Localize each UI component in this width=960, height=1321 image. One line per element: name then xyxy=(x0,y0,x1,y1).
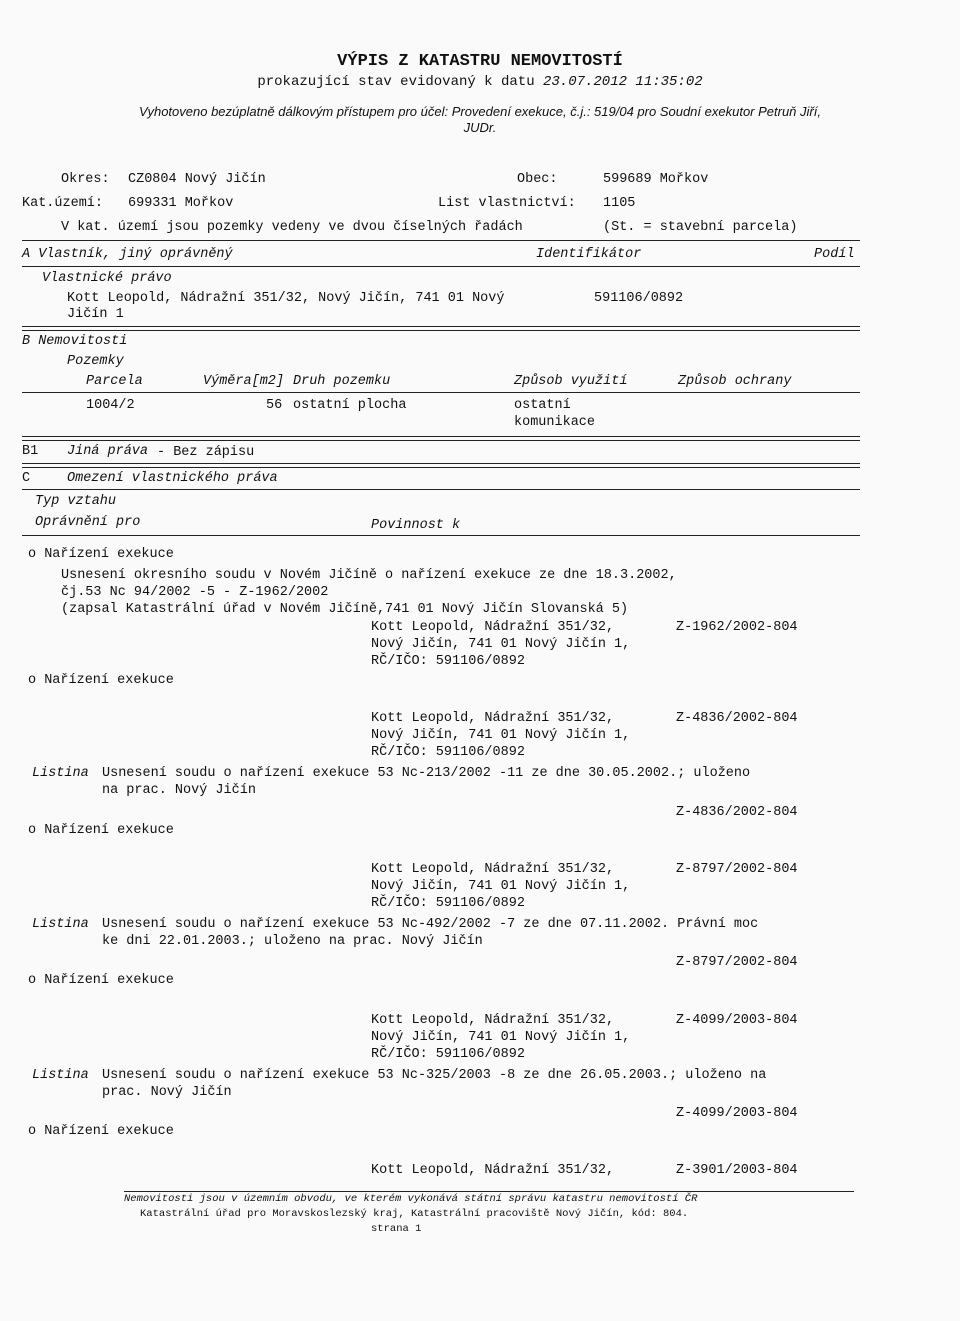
obec-value: 599689 Mořkov xyxy=(603,172,709,187)
entry-1-ref: Z-1962/2002-804 xyxy=(676,620,798,635)
divider xyxy=(22,240,860,241)
col-obligation: Povinnost k xyxy=(371,518,461,533)
section-b-subheading: Pozemky xyxy=(67,354,124,369)
entry-1-line1: Usnesení okresního soudu v Novém Jičíně o nařízení exekuce ze dne 18.3.2002, xyxy=(61,568,677,583)
divider xyxy=(22,392,860,393)
entry-3-party1: Kott Leopold, Nádražní 351/32, xyxy=(371,862,615,877)
subtitle-date: 23.07.2012 11:35:02 xyxy=(543,74,703,90)
entry-3-title: o Nařízení exekuce xyxy=(28,823,174,838)
entry-2-party1: Kott Leopold, Nádražní 351/32, xyxy=(371,711,615,726)
entry-3-ref: Z-8797/2002-804 xyxy=(676,862,798,877)
entry-1-party1: Kott Leopold, Nádražní 351/32, xyxy=(371,620,615,635)
entry-4-listina-line1: Usnesení soudu o nařízení exekuce 53 Nc-325/2003 -8 ze dne 26.05.2003.; uloženo na xyxy=(102,1068,767,1083)
entry-1-party3: RČ/IČO: 591106/0892 xyxy=(371,654,525,669)
col-identifier: Identifikátor xyxy=(536,247,642,262)
entry-2-listina-label: Listina xyxy=(32,766,89,781)
entry-4-party1: Kott Leopold, Nádražní 351/32, xyxy=(371,1013,615,1028)
entry-1-line2: čj.53 Nc 94/2002 -5 - Z-1962/2002 xyxy=(61,585,329,600)
entry-1-party2: Nový Jičín, 741 01 Nový Jičín 1, xyxy=(371,637,631,652)
owner-line2: Jičín 1 xyxy=(67,307,124,322)
parcel-number: 1004/2 xyxy=(86,398,135,413)
entry-2-party3: RČ/IČO: 591106/0892 xyxy=(371,745,525,760)
entry-3-listina-line1: Usnesení soudu o nařízení exekuce 53 Nc-492/2002 -7 ze dne 07.11.2002. Právní moc xyxy=(102,917,759,932)
col-area: Výměra[m2] xyxy=(203,374,285,389)
entry-4-title: o Nařízení exekuce xyxy=(28,973,174,988)
document-title: VÝPIS Z KATASTRU NEMOVITOSTÍ xyxy=(337,52,623,71)
entry-2-ref2: Z-4836/2002-804 xyxy=(676,805,798,820)
entry-5-ref: Z-3901/2003-804 xyxy=(676,1163,798,1178)
entry-4-party3: RČ/IČO: 591106/0892 xyxy=(371,1047,525,1062)
lv-label: List vlastnictví: xyxy=(438,196,576,211)
col-share: Podíl xyxy=(814,247,855,262)
katuzemi-label: Kat.území: xyxy=(22,196,104,211)
entry-2-listina-line1: Usnesení soudu o nařízení exekuce 53 Nc-213/2002 -11 ze dne 30.05.2002.; uloženo xyxy=(102,766,751,781)
lv-value: 1105 xyxy=(603,196,636,211)
owner-line1: Kott Leopold, Nádražní 351/32, Nový Jičín, 741 01 Nový xyxy=(67,291,505,306)
entry-2-party2: Nový Jičín, 741 01 Nový Jičín 1, xyxy=(371,728,631,743)
parcel-area: 56 xyxy=(266,398,283,413)
footer-line2: Katastrální úřad pro Moravskoslezský kraj, Katastrální pracoviště Nový Jičín, kód: 804. xyxy=(140,1208,689,1220)
subtitle-label: prokazující stav evidovaný k datu xyxy=(257,74,535,90)
entry-4-ref: Z-4099/2003-804 xyxy=(676,1013,798,1028)
divider xyxy=(22,489,860,490)
parcel-use-line1: ostatní xyxy=(514,398,571,413)
divider xyxy=(22,266,860,267)
entry-1-title: o Nařízení exekuce xyxy=(28,547,174,562)
col-entitled: Oprávnění pro xyxy=(35,515,141,530)
purpose-note-line1: Vyhotoveno bezúplatně dálkovým přístupem pro účel: Provedení exekuce, č.j.: 519/04 pro Soudní exekutor Petruň Jiří, xyxy=(139,104,821,119)
entry-4-listina-label: Listina xyxy=(32,1068,89,1083)
entry-3-listina-label: Listina xyxy=(32,917,89,932)
section-b1-code: B1 xyxy=(22,444,39,459)
okres-value: CZ0804 Nový Jičín xyxy=(128,172,266,187)
col-parcel: Parcela xyxy=(86,374,143,389)
footer-line1: Nemovitosti jsou v územním obvodu, ve kterém vykonává státní správu katastru nemovitostí ČR xyxy=(124,1193,698,1205)
purpose-note-line2: JUDr. xyxy=(463,120,497,135)
section-c-code: C xyxy=(22,471,31,486)
section-c-heading: Omezení vlastnického práva xyxy=(67,471,278,486)
col-use: Způsob využití xyxy=(514,374,628,389)
divider-double xyxy=(22,463,860,468)
col-relation-type: Typ vztahu xyxy=(35,494,117,509)
section-b1-value: - Bez zápisu xyxy=(157,445,255,460)
obec-label: Obec: xyxy=(517,172,558,187)
owner-identifier: 591106/0892 xyxy=(594,291,684,306)
numbering-legend: (St. = stavební parcela) xyxy=(603,220,798,235)
entry-4-ref2: Z-4099/2003-804 xyxy=(676,1106,798,1121)
entry-2-listina-line2: na prac. Nový Jičín xyxy=(102,783,256,798)
katuzemi-value: 699331 Mořkov xyxy=(128,196,234,211)
entry-3-listina-line2: ke dni 22.01.2003.; uloženo na prac. Nový Jičín xyxy=(102,934,483,949)
section-b-heading: B Nemovitosti xyxy=(22,334,128,349)
numbering-note: V kat. území jsou pozemky vedeny ve dvou číselných řadách xyxy=(61,220,523,235)
entry-4-party2: Nový Jičín, 741 01 Nový Jičín 1, xyxy=(371,1030,631,1045)
entry-3-ref2: Z-8797/2002-804 xyxy=(676,955,798,970)
section-a-heading: A Vlastník, jiný oprávněný xyxy=(22,247,233,262)
divider-double xyxy=(22,326,860,331)
entry-1-line3: (zapsal Katastrální úřad v Novém Jičíně,741 01 Nový Jičín Slovanská 5) xyxy=(61,602,629,617)
divider-double xyxy=(22,436,860,441)
entry-3-party3: RČ/IČO: 591106/0892 xyxy=(371,896,525,911)
entry-2-title: o Nařízení exekuce xyxy=(28,673,174,688)
entry-5-title: o Nařízení exekuce xyxy=(28,1124,174,1139)
col-protection: Způsob ochrany xyxy=(678,374,792,389)
footer-divider xyxy=(124,1191,854,1192)
section-b1-label: Jiná práva xyxy=(67,444,149,459)
parcel-land-type: ostatní plocha xyxy=(293,398,407,413)
divider xyxy=(22,535,860,536)
section-a-subheading: Vlastnické právo xyxy=(42,271,172,286)
document-subtitle xyxy=(0,74,960,90)
entry-3-party2: Nový Jičín, 741 01 Nový Jičín 1, xyxy=(371,879,631,894)
entry-4-listina-line2: prac. Nový Jičín xyxy=(102,1085,232,1100)
parcel-use-line2: komunikace xyxy=(514,415,596,430)
col-land-type: Druh pozemku xyxy=(293,374,391,389)
entry-5-party1: Kott Leopold, Nádražní 351/32, xyxy=(371,1163,615,1178)
okres-label: Okres: xyxy=(61,172,110,187)
page-number: strana 1 xyxy=(371,1223,422,1235)
entry-2-ref: Z-4836/2002-804 xyxy=(676,711,798,726)
